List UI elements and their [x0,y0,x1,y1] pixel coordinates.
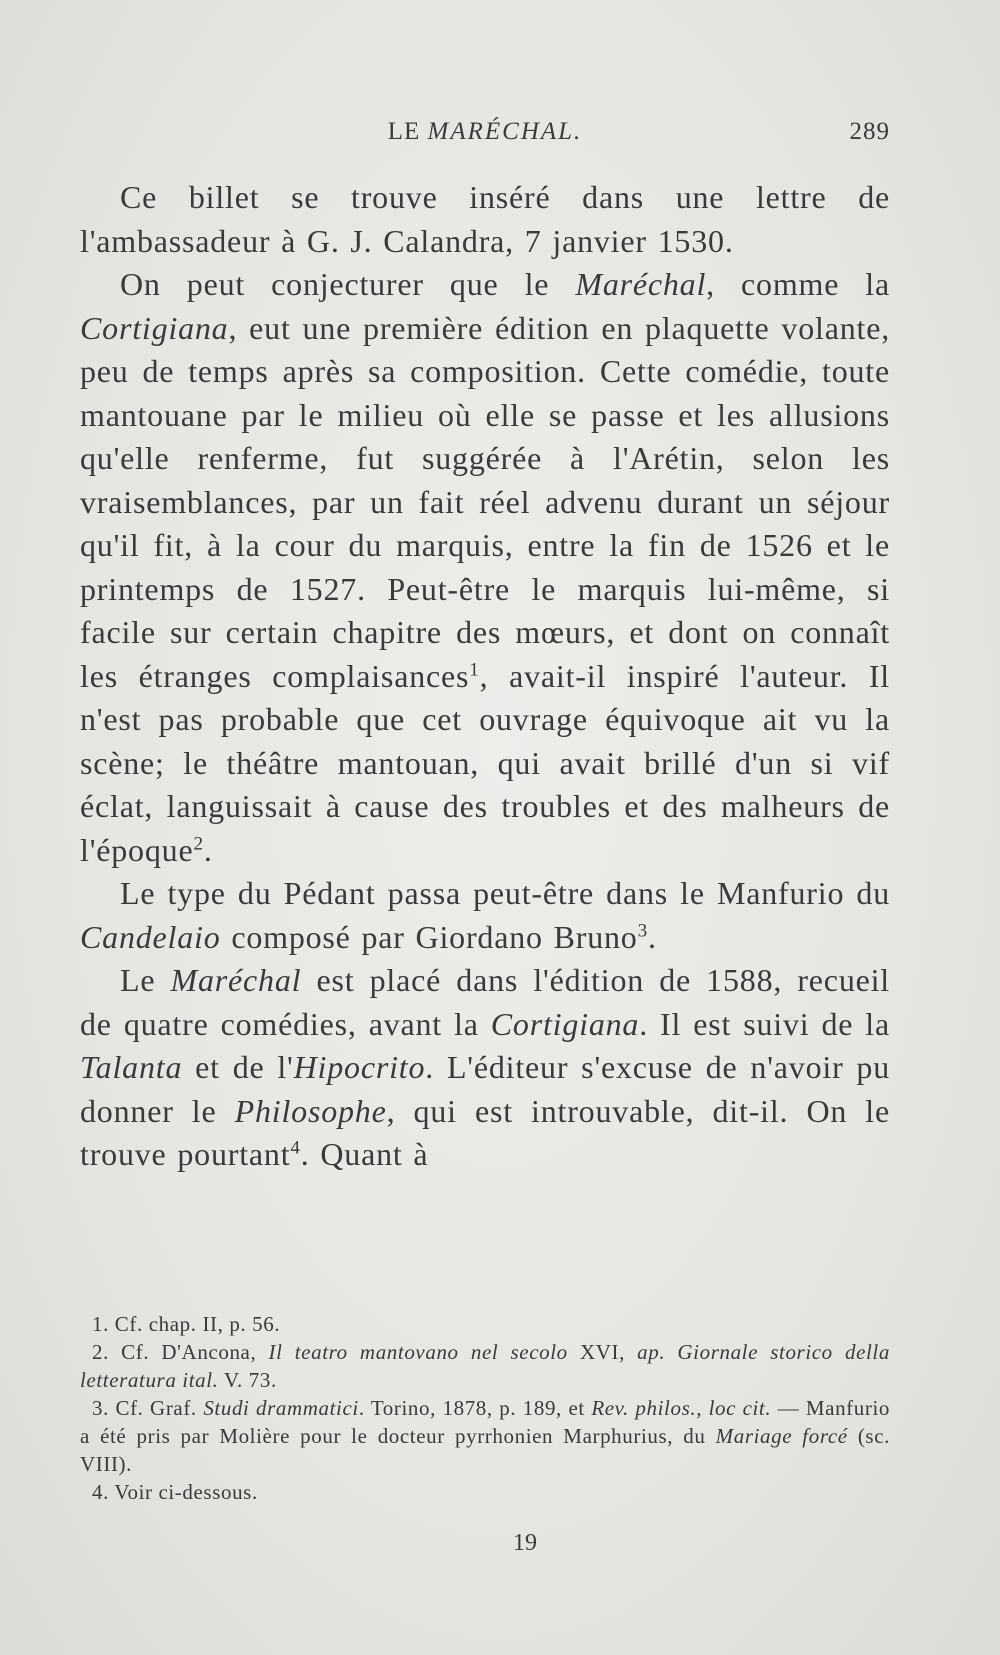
body-text [80,176,890,1177]
text-run: 2. Cf. D'Ancona, [92,1340,269,1364]
text-run: . [648,918,657,955]
text-run: V. 73. [218,1368,277,1392]
italic-title: Candelaio [80,918,221,955]
text-run: (sc. VIII). [80,1424,890,1476]
italic-title: Philosophe [234,1092,387,1129]
italic-title: Cortigiana [80,309,229,346]
text-run: On peut conjecturer que le [120,266,576,302]
text-run: est placé dans l'édition de 1588, recueil de quatre comédies, avant la [80,962,890,1042]
footnote-2 [80,1338,890,1394]
italic-title: Maréchal [170,962,302,998]
text-run: . Torino, 1878, p. 189, et [358,1396,592,1420]
text-run: et de l' [182,1049,294,1085]
footnotes [80,1310,890,1506]
text-run: 3. Cf. Graf. [92,1396,204,1420]
text-run: Le [120,962,171,998]
running-title-italic: MARÉCHAL. [427,118,583,145]
footnote-3 [80,1394,890,1478]
italic-title: Studi drammatici [203,1396,359,1420]
italic-title: ap. Giornale storico della letteratura ital. [80,1340,890,1392]
text-run: — Manfurio a été pris par Molière pour le docteur pyrrhonien Marphurius, du [80,1396,890,1448]
running-title [80,118,890,146]
page-number: 289 [849,118,890,145]
italic-title: Maréchal [575,266,707,302]
italic-title: Rev. philos., loc cit. [591,1396,772,1420]
italic-title: Il teatro mantovano nel secolo [268,1340,568,1364]
italic-title: Hipocrito [293,1049,426,1085]
italic-title: Mariage forcé [715,1424,848,1448]
footnote-1: 1. Cf. chap. II, p. 56. [92,1312,281,1336]
text-run: composé par Giordano Bruno [220,918,638,955]
footnote-ref-2: 2 [193,832,204,854]
text-run: Le type du Pédant passa peut-être dans le Manfurio du [120,875,890,911]
text-run: XVI, [567,1340,638,1364]
text-run: , avait-il inspiré l'auteur. Il n'est pas probable que cet ouvrage équivoque ait vu la scène; le théâtre mantouan, qui avait brillé d'un si vif éclat, languissait à cause des troubles et des malheurs de l'époque [80,657,890,868]
paragraph-3 [80,872,890,959]
paragraph-1: Ce billet se trouve inséré dans une lettre de l'ambassadeur à G. J. Calandra, 7 janvier 1530. [80,179,890,259]
text-run: . L'éditeur s'excuse de n'avoir pu donner le [80,1049,891,1129]
text-run: . Il est suivi de la [639,1005,890,1042]
running-title-prefix: LE [387,118,421,145]
footnote-ref-3: 3 [637,919,649,941]
footnote-ref-1: 1 [469,658,480,680]
text-run: , eut une première édition en plaquette volante, peu de temps après sa composition. Cette comédie, toute mantouane par le milieu où elle se passe et les allusions qu'elle renferme, fut suggérée à l'Arétin, selon les vraisemblances, par un fait réel advenu durant un séjour qu'il fit, à la cour du marquis, entre la fin de 1526 et le printemps de 1527. Peut-être le marquis lui-même, si facile sur certain chapitre des mœurs, et dont on connaît les étranges complaisances [80,309,890,694]
text-run: , qui est introuvable, dit-il. On le trouve pourtant [80,1092,890,1172]
paragraph-4 [80,959,890,1177]
text-run: , comme la [706,266,890,302]
footnote-4: 4. Voir ci-dessous. [92,1480,258,1504]
footnote-ref-4: 4 [290,1137,301,1159]
italic-title: Talanta [80,1049,183,1085]
text-run: . Quant à [300,1136,429,1172]
signature-mark: 19 [513,1530,537,1556]
text-run: . [203,831,213,868]
italic-title: Cortigiana [490,1005,640,1042]
paragraph-2 [80,263,890,872]
